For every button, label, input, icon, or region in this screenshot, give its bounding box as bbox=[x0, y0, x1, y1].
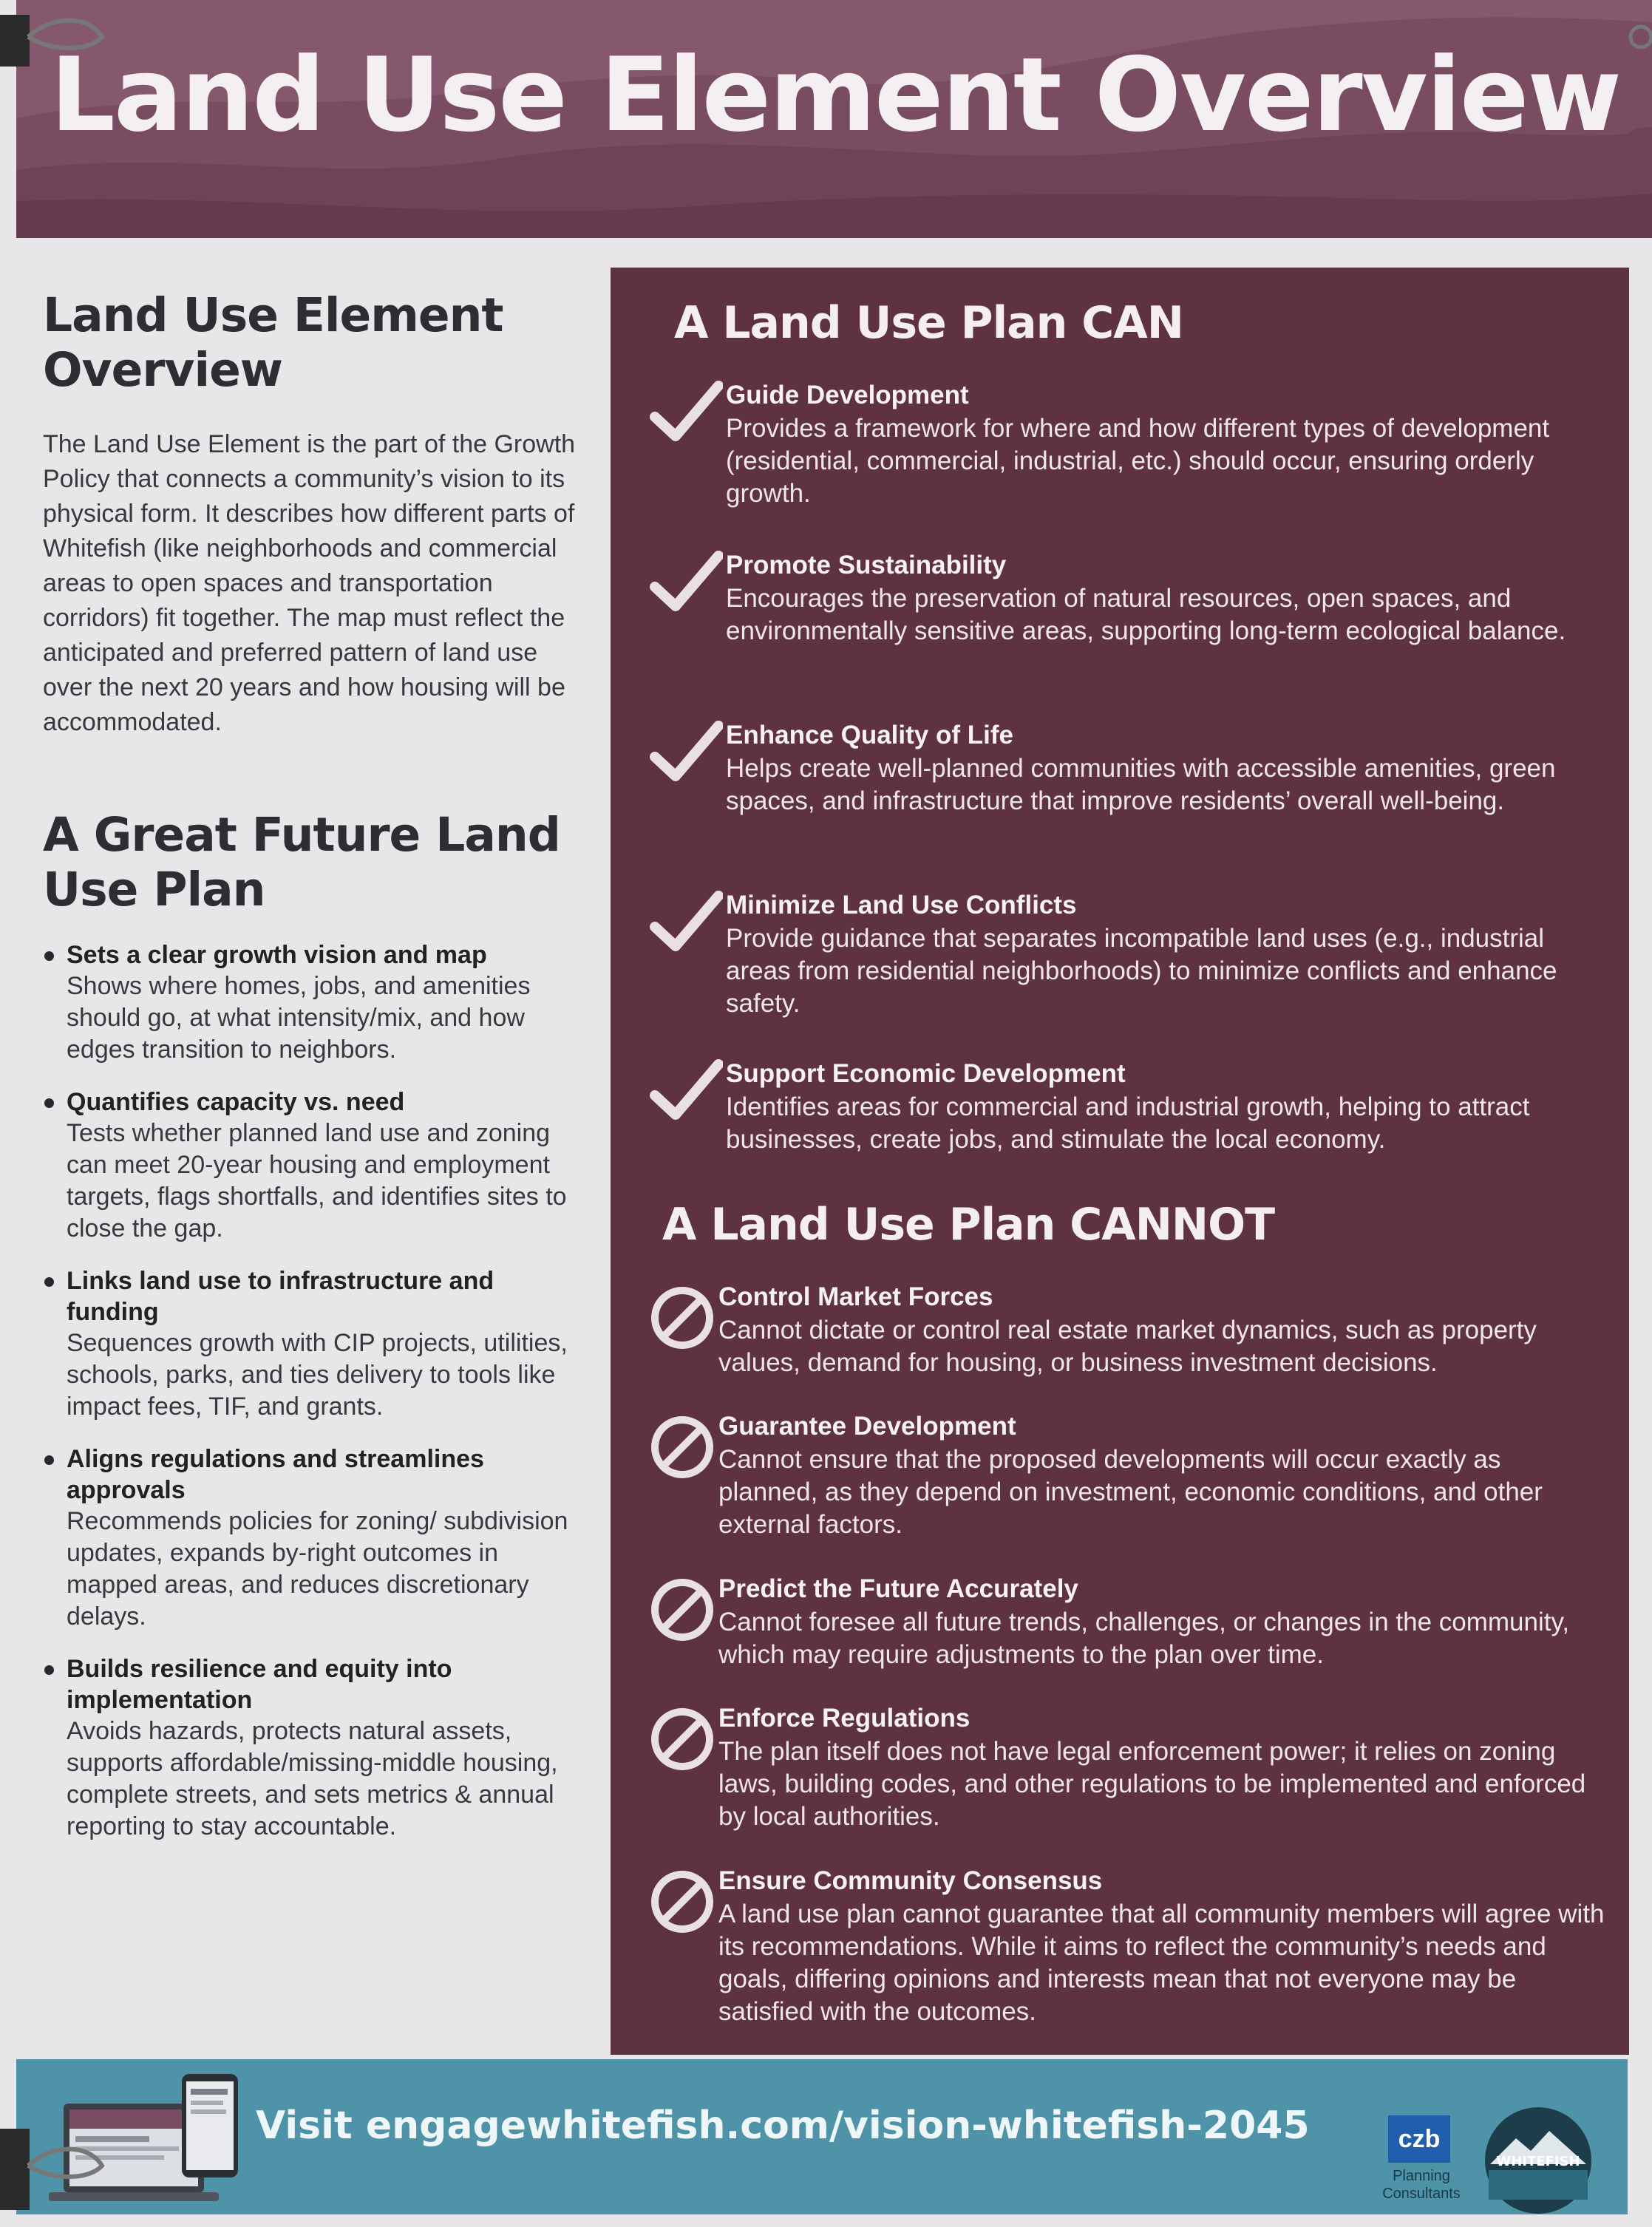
czb-subtitle bbox=[1359, 2167, 1484, 2203]
bullet-icon bbox=[44, 951, 54, 961]
check-icon bbox=[649, 378, 723, 445]
cannot-item-text: Cannot foresee all future trends, challenges, or changes in the community, which may require adjustments to the plan over time. bbox=[718, 1608, 1570, 1669]
can-item-text: Provides a framework for where and how different types of development (residential, commercial, industrial, etc.) should occur, ensuring orderly growth. bbox=[726, 414, 1550, 508]
cannot-heading: A Land Use Plan CANNOT bbox=[662, 1199, 1275, 1251]
can-item-title: Support Economic Development bbox=[726, 1059, 1126, 1088]
list-item-text: Recommends policies for zoning/ subdivision updates, expands by-right outcomes in mapped areas, and reduces discretionary delays. bbox=[67, 1507, 568, 1631]
check-icon bbox=[649, 1057, 723, 1123]
list-item-text: Sequences growth with CIP projects, utilities, schools, parks, and ties delivery to tools like impact fees, TIF, and grants. bbox=[67, 1329, 568, 1421]
list-item bbox=[43, 1653, 590, 1843]
cannot-item-text: Cannot ensure that the proposed developments will occur exactly as planned, as they depend on investment, economic conditions, and other external factors. bbox=[718, 1445, 1543, 1539]
list-item bbox=[43, 939, 590, 1066]
cannot-item-text: The plan itself does not have legal enforcement power; it relies on zoning laws, building codes, and other regulations to be implemented and enforced by local authorities. bbox=[718, 1737, 1586, 1831]
can-item-title: Minimize Land Use Conflicts bbox=[726, 891, 1077, 919]
can-item-text: Helps create well-planned communities with accessible amenities, green spaces, and infrastructure that improve residents’ overall well-being. bbox=[726, 754, 1556, 815]
binder-clip-icon bbox=[0, 2129, 111, 2217]
footer-banner bbox=[16, 2059, 1628, 2214]
section-heading-great-plan: A Great Future Land Use Plan bbox=[43, 808, 560, 917]
list-item bbox=[43, 1444, 590, 1633]
can-item-title: Enhance Quality of Life bbox=[726, 721, 1013, 749]
bullet-icon bbox=[44, 1455, 54, 1465]
can-item-text: Provide guidance that separates incompatible land uses (e.g., industrial areas from residential neighborhoods) to minimize conflicts and enhance safety. bbox=[726, 924, 1557, 1018]
header-banner bbox=[16, 0, 1652, 238]
check-icon bbox=[649, 548, 723, 615]
list-item-text: Avoids hazards, protects natural assets, supports affordable/missing-middle housing, complete streets, and sets metrics & annual reporting to stay accountable. bbox=[67, 1717, 558, 1840]
check-icon bbox=[649, 888, 723, 955]
can-item-title: Guide Development bbox=[726, 381, 969, 409]
cannot-item-title: Enforce Regulations bbox=[718, 1704, 971, 1733]
list-item-title: Links land use to infrastructure and funding bbox=[67, 1267, 494, 1326]
overview-intro-text: The Land Use Element is the part of the Growth Policy that connects a community’s vision to its physical form. It describes how different parts of Whitefish (like neighborhoods and commercial areas to open spaces and transportation corridors) fit together. The map must reflect the anticipated and preferred pattern of land use over the next 20 years and how housing will be accommodated. bbox=[43, 430, 576, 736]
prohibited-icon bbox=[649, 1577, 715, 1643]
cannot-item-title: Ensure Community Consensus bbox=[718, 1866, 1103, 1895]
czb-subtitle-line1: Planning bbox=[1393, 2168, 1450, 2184]
binder-clip-icon bbox=[0, 7, 111, 67]
list-item-title: Sets a clear growth vision and map bbox=[67, 941, 487, 969]
list-item-title: Builds resilience and equity into implementation bbox=[67, 1655, 452, 1714]
cannot-item-text: A land use plan cannot guarantee that all community members will agree with its recommendations. While it aims to reflect the community’s needs and goals, differing opinions and interests mean that not everyone may be satisfied with the outcomes. bbox=[718, 1900, 1605, 2026]
list-item-title: Aligns regulations and streamlines approvals bbox=[67, 1445, 484, 1504]
list-item bbox=[43, 1265, 590, 1423]
prohibited-icon bbox=[649, 1706, 715, 1772]
left-column bbox=[43, 288, 590, 1863]
bullet-icon bbox=[44, 1098, 54, 1108]
bullet-icon bbox=[44, 1277, 54, 1287]
cannot-item-text: Cannot dictate or control real estate market dynamics, such as property values, demand for housing, or business investment decisions. bbox=[718, 1316, 1537, 1377]
check-icon bbox=[649, 718, 723, 785]
can-cannot-panel bbox=[611, 268, 1629, 2055]
cannot-item-title: Control Market Forces bbox=[718, 1282, 993, 1311]
can-item-text: Encourages the preservation of natural resources, open spaces, and environmentally sensitive areas, supporting long-term ecological balance. bbox=[726, 584, 1566, 645]
list-item bbox=[43, 1087, 590, 1245]
czb-logo: czb bbox=[1388, 2115, 1450, 2163]
bullet-icon bbox=[44, 1665, 54, 1675]
list-item-title: Quantifies capacity vs. need bbox=[67, 1088, 405, 1116]
binder-clip-icon bbox=[1622, 15, 1652, 67]
list-item-text: Shows where homes, jobs, and amenities should go, at what intensity/mix, and how edges transition to neighbors. bbox=[67, 972, 531, 1064]
prohibited-icon bbox=[649, 1869, 715, 1935]
prohibited-icon bbox=[649, 1414, 715, 1480]
cannot-item-title: Predict the Future Accurately bbox=[718, 1574, 1078, 1603]
list-item-text: Tests whether planned land use and zoning can meet 20-year housing and employment targets, flags shortfalls, and identifies sites to close the gap. bbox=[67, 1119, 567, 1242]
prohibited-icon bbox=[649, 1285, 715, 1351]
whitefish-city-logo bbox=[1475, 2105, 1601, 2216]
great-plan-list bbox=[43, 939, 590, 1843]
page-title: Land Use Element Overview bbox=[50, 35, 1621, 154]
footer-url-text: Visit engagewhitefish.com/vision-whitefish-2045 bbox=[256, 2104, 1310, 2148]
can-item-title: Promote Sustainability bbox=[726, 551, 1007, 579]
can-heading: A Land Use Plan CAN bbox=[674, 297, 1183, 349]
section-heading-overview: Land Use Element Overview bbox=[43, 288, 503, 397]
whitefish-logo-text: WHITEFISH bbox=[1496, 2154, 1580, 2169]
czb-subtitle-line2: Consultants bbox=[1382, 2186, 1461, 2202]
can-item-text: Identifies areas for commercial and industrial growth, helping to attract businesses, create jobs, and stimulate the local economy. bbox=[726, 1092, 1530, 1154]
cannot-item-title: Guarantee Development bbox=[718, 1412, 1016, 1441]
